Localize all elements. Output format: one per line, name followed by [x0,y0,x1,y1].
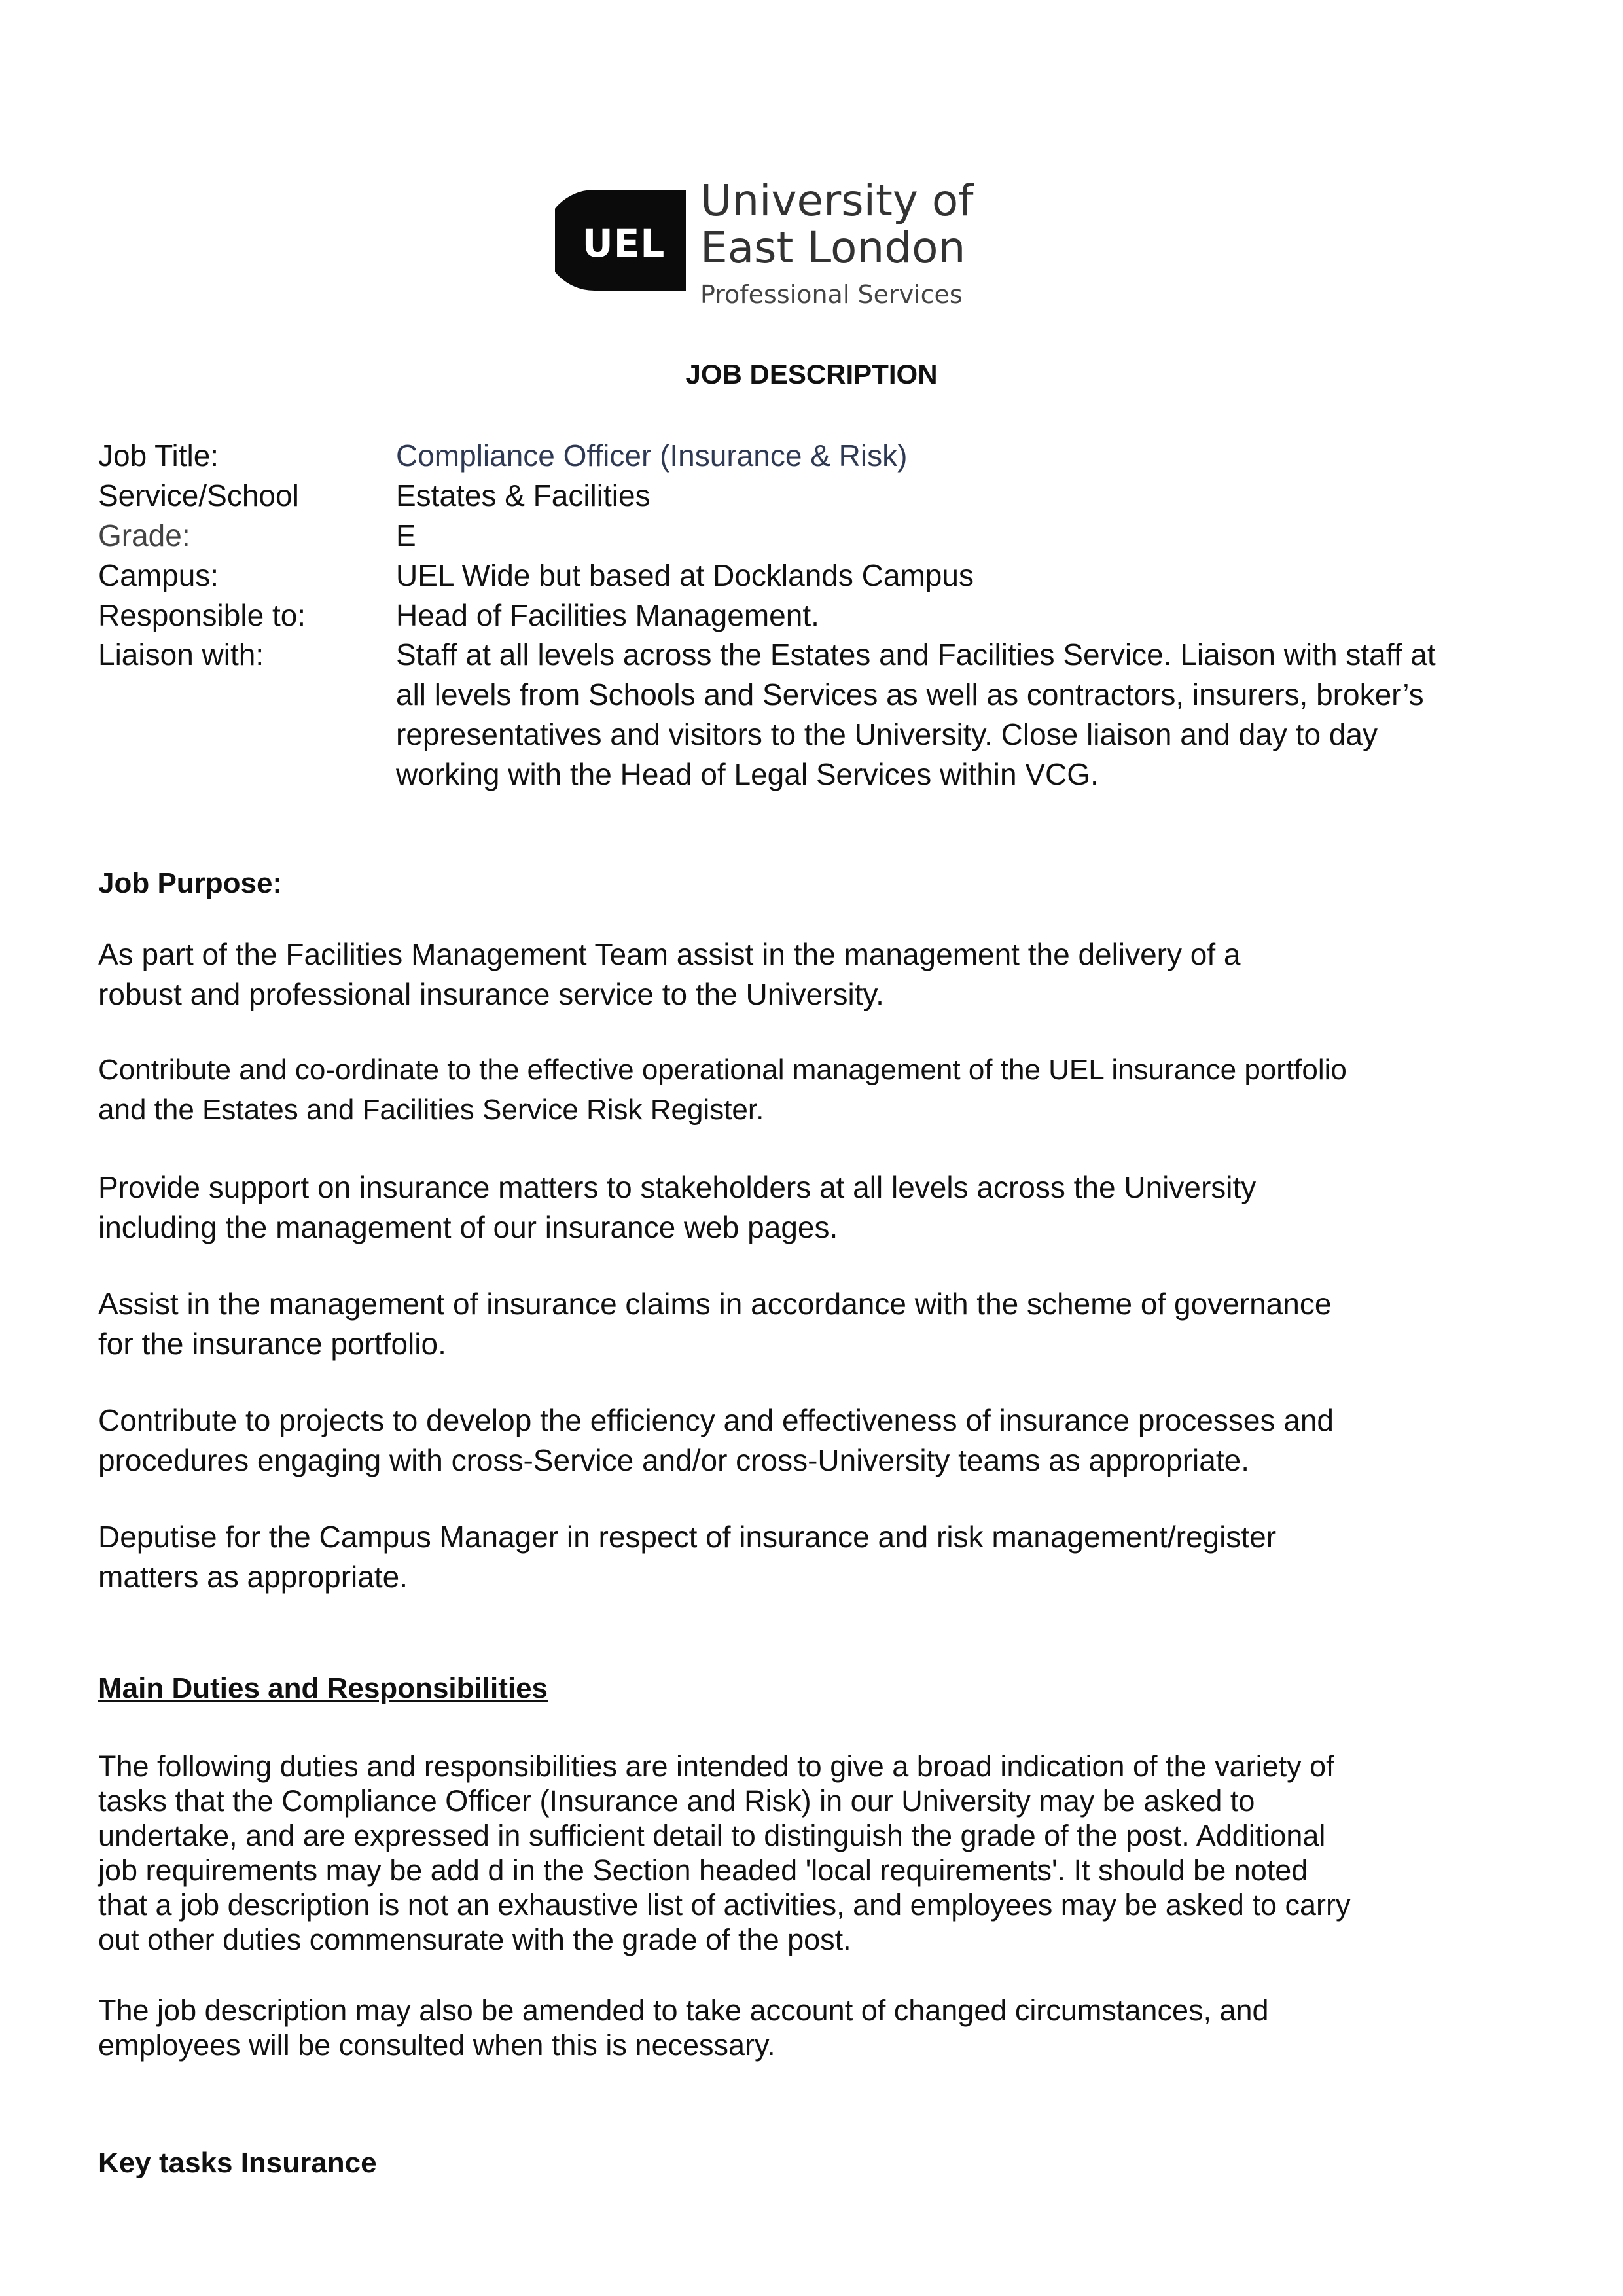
paragraph-line: The job description may also be amended to take account of changed circumstances, and [98,1994,1269,2027]
campus-label: Campus: [98,558,219,592]
paragraph-line: tasks that the Compliance Officer (Insurance and Risk) in our University may be asked to [98,1784,1255,1818]
paragraph-line: Provide support on insurance matters to stakeholders at all levels across the University [98,1170,1257,1204]
responsible-label: Responsible to: [98,598,306,632]
main-duties-heading: Main Duties and Responsibilities [98,1672,548,1704]
job-title-label: Job Title: [98,439,219,473]
liaison-value [396,635,1508,795]
paragraph-line: Contribute to projects to develop the efficiency and effectiveness of insurance processes and [98,1403,1334,1437]
paragraph-line: including the management of our insurance web pages. [98,1210,838,1244]
paragraph-line: robust and professional insurance service to the University. [98,977,884,1011]
logo-mark-text: UEL [582,221,666,266]
service-value: Estates & Facilities [396,478,651,512]
paragraph-line: Assist in the management of insurance claims in accordance with the scheme of governance [98,1287,1332,1321]
paragraph-line: for the insurance portfolio. [98,1327,446,1361]
paragraph-line: undertake, and are expressed in sufficient detail to distinguish the grade of the post. Additional [98,1819,1326,1852]
paragraph-line: and the Estates and Facilities Service Risk Register. [98,1094,764,1126]
document-title: JOB DESCRIPTION [685,359,938,389]
liaison-line: Staff at all levels across the Estates and Facilities Service. Liaison with staff at [396,637,1436,672]
uel-logo [555,175,974,313]
paragraph-line: Deputise for the Campus Manager in respect of insurance and risk management/register [98,1520,1277,1554]
paragraph-line: procedures engaging with cross-Service and/or cross-University teams as appropriate. [98,1443,1250,1477]
liaison-line: all levels from Schools and Services as well as contractors, insurers, broker’s [396,677,1424,711]
purpose-paragraph [98,1517,1440,1597]
purpose-paragraph [98,935,1440,1014]
paragraph-line: employees will be consulted when this is necessary. [98,2028,776,2062]
liaison-label: Liaison with: [98,637,264,672]
paragraph-line: that a job description is not an exhaustive list of activities, and employees may be asked to carry [98,1888,1351,1922]
paragraph-line: matters as appropriate. [98,1560,408,1594]
grade-label: Grade: [98,518,190,552]
liaison-line: representatives and visitors to the University. Close liaison and day to day [396,717,1378,751]
logo-east-london: East London [700,223,966,273]
key-tasks-heading: Key tasks Insurance [98,2147,377,2179]
duties-paragraph [98,1993,1472,2062]
paragraph-line: As part of the Facilities Management Team assist in the management the delivery of a [98,937,1241,971]
purpose-paragraph [98,1401,1440,1480]
purpose-paragraph [98,1050,1440,1130]
campus-value: UEL Wide but based at Docklands Campus [396,558,974,592]
paragraph-line: Contribute and co-ordinate to the effective operational management of the UEL insurance portfolio [98,1054,1347,1086]
duties-paragraph [98,1749,1472,1957]
paragraph-line: out other duties commensurate with the grade of the post. [98,1923,851,1956]
paragraph-line: The following duties and responsibilities are intended to give a broad indication of the variety of [98,1749,1334,1783]
purpose-paragraph [98,1284,1440,1364]
grade-value: E [396,518,416,552]
job-purpose-heading: Job Purpose: [98,867,283,899]
purpose-paragraph [98,1168,1440,1247]
service-label: Service/School [98,478,299,512]
logo-professional-services: Professional Services [700,280,963,309]
responsible-value: Head of Facilities Management. [396,598,819,632]
logo-university-of: University of [700,175,974,226]
liaison-line: working with the Head of Legal Services within VCG. [396,757,1099,791]
paragraph-line: job requirements may be add d in the Section headed 'local requirements'. It should be noted [98,1854,1308,1887]
job-title-value: Compliance Officer (Insurance & Risk) [396,439,908,473]
